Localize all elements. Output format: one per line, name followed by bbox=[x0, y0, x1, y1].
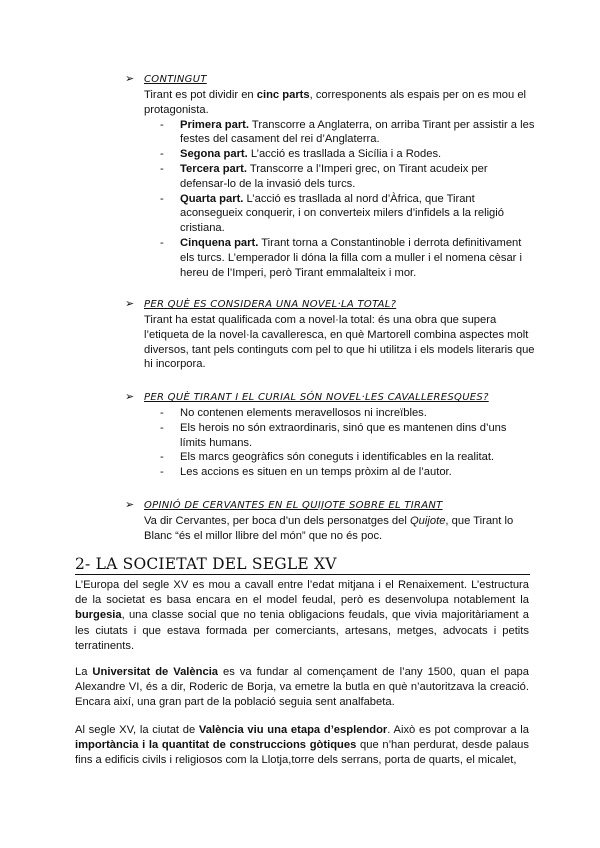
text-run: Tirant es pot dividir en bbox=[144, 89, 257, 101]
item-text: L’acció es trasllada al nord d’Àfrica, que Tirant aconsegueix conquerir, i on converteix milers d’infidels a la religió cristiana. bbox=[180, 192, 504, 235]
list-item: - Cinquena part. Tirant torna a Constantinoble i derrota definitivament els turcs. L’emperador li dóna la filla com a muller i el nomena cèsar i hereu de l’Imperi, però Tirant emmalalteix i mor. bbox=[160, 236, 522, 279]
paragraph-universitat bbox=[75, 665, 529, 711]
item-text: Tirant torna a Constantinoble i derrota definitivament els turcs. L’emperador li dóna la filla com a muller i el nomena cèsar i hereu de l’Imperi, però Tirant emmalalteix i mor. bbox=[180, 236, 522, 279]
list-item: - No contenen elements meravellosos ni increïbles. bbox=[160, 407, 427, 419]
text-run: L’Europa del segle XV es mou a cavall entre l’edat mitjana i el Renaixement. L’estructura de la societat es basa encara en el model feudal, però es desenvolupa notablement la bbox=[75, 579, 529, 607]
item-lead: Primera part. bbox=[180, 118, 250, 131]
bold-text: Universitat de València bbox=[92, 666, 219, 678]
list-item: - Quarta part. L’acció es trasllada al nord d’Àfrica, que Tirant aconsegueix conquerir, i on converteix milers d’infidels a la religió cristiana. bbox=[160, 192, 504, 235]
text-run: Al segle XV, la ciutat de bbox=[75, 724, 199, 736]
section-header bbox=[125, 498, 535, 514]
list-item: - Tercera part. Transcorre a l’Imperi grec, on Tirant acudeix per defensar-lo de la invasió dels turcs. bbox=[160, 162, 488, 190]
text-run: La bbox=[75, 666, 93, 678]
item-lead: Tercera part. bbox=[180, 162, 247, 175]
section-body bbox=[125, 406, 535, 480]
bold-text: cinc parts bbox=[256, 89, 310, 101]
paragraph-burgesia bbox=[75, 578, 529, 654]
section-body bbox=[125, 88, 535, 280]
section-header bbox=[125, 390, 535, 406]
item-lead: Segona part. bbox=[180, 148, 248, 161]
text-run: , una classe social que no tenia obligacions feudals, que vivia majoritàriament a les ciutats i que estava formada per comerciants, artesans, metges, advocats i petits terratinents. bbox=[75, 609, 529, 652]
section-title: CONTINGUT bbox=[144, 74, 207, 85]
item-lead: Cinquena part. bbox=[180, 236, 259, 249]
item-text: Transcorre a l’Imperi grec, on Tirant acudeix per defensar-lo de la invasió dels turcs. bbox=[180, 162, 488, 190]
section-opinio-cervantes bbox=[125, 498, 535, 544]
arrowhead-icon: ➢ bbox=[125, 391, 135, 403]
section-novelles-cavalleresques bbox=[125, 390, 535, 480]
text-run: es va fundar al començament de l’any 1500, quan el papa Alexandre VI, és a dir, Roderic de Borja, va emetre la butla en què n’autoritzava la creació. Encara així, una gran part de la població seguia sent analfabeta. bbox=[75, 666, 529, 709]
section-header bbox=[125, 72, 535, 88]
text-run: , corresponents als espais per on es mou el protagonista. bbox=[144, 89, 527, 116]
section-novella-total bbox=[125, 297, 535, 372]
item-text: Les accions es situen en un temps pròxim al de l’autor. bbox=[180, 466, 452, 479]
section-header bbox=[125, 297, 535, 313]
item-text: Els marcs geogràfics són coneguts i identificables en la realitat. bbox=[180, 451, 495, 464]
body-paragraph bbox=[144, 514, 535, 544]
section-heading: 2- LA SOCIETAT DEL SEGLE XV bbox=[75, 554, 530, 575]
section-title: PER QUÈ ES CONSIDERA UNA NOVEL·LA TOTAL? bbox=[144, 299, 397, 310]
text-run: Va dir Cervantes, per boca d’un dels personatges del bbox=[144, 515, 410, 527]
section-title: PER QUÈ TIRANT I EL CURIAL SÓN NOVEL·LES CAVALLERESQUES? bbox=[144, 392, 489, 403]
section-contingut bbox=[125, 72, 535, 280]
list-item: - Els marcs geogràfics són coneguts i identificables en la realitat. bbox=[160, 451, 495, 464]
list-item: - Primera part. Transcorre a Anglaterra, on arriba Tirant per assistir a les festes del casament del rei d’Anglaterra. bbox=[160, 118, 535, 146]
text-run: , que Tirant lo Blanc “és el millor llibre del món” que no és poc. bbox=[144, 515, 514, 542]
section-body bbox=[125, 514, 535, 544]
item-text: Transcorre a Anglaterra, on arriba Tirant per assistir a les festes del casament del rei d’Anglaterra. bbox=[180, 118, 535, 146]
italic-text: Quijote bbox=[409, 515, 446, 527]
list-item: - Els herois no són extraordinaris, sinó que es mantenen dins d’uns límits humans. bbox=[160, 421, 507, 449]
list-item: - Segona part. L’acció es trasllada a Sicília i a Rodes. bbox=[160, 148, 442, 161]
bold-text: burgesia bbox=[75, 609, 122, 622]
arrowhead-icon: ➢ bbox=[125, 499, 135, 511]
paragraph-valencia bbox=[75, 723, 529, 769]
intro-paragraph bbox=[144, 88, 535, 118]
body-paragraph: Tirant ha estat qualificada com a novel·la total: és una obra que supera l’etiqueta de la novel·la cavalleresca, en què Martorell combina aspectes molt diversos, tant pels continguts com pel to que hi utilitza i els models literaris que hi incorpora. bbox=[144, 314, 535, 371]
section-body bbox=[125, 313, 535, 372]
item-text: L’acció es trasllada a Sicília i a Rodes. bbox=[247, 148, 442, 161]
features-list bbox=[144, 406, 535, 480]
section-title: OPINIÓ DE CERVANTES EN EL QUIJOTE SOBRE EL TIRANT bbox=[144, 500, 443, 511]
parts-list bbox=[144, 118, 535, 281]
item-lead: Quarta part. bbox=[180, 192, 244, 205]
text-run: . Això es pot comprovar a la bbox=[387, 724, 530, 736]
arrowhead-icon: ➢ bbox=[125, 298, 135, 310]
bold-text: València viu una etapa d’esplendor bbox=[198, 724, 388, 736]
bold-text: importància i la quantitat de construccions gòtiques bbox=[75, 739, 357, 752]
list-item: - Les accions es situen en un temps pròxim al de l’autor. bbox=[160, 466, 452, 479]
item-text: No contenen elements meravellosos ni increïbles. bbox=[180, 407, 427, 419]
item-text: Els herois no són extraordinaris, sinó que es mantenen dins d’uns límits humans. bbox=[180, 421, 507, 449]
arrowhead-icon: ➢ bbox=[125, 73, 135, 85]
text-run: que n’han perdurat, desde palaus fins a edificis civils i religiosos com la Llotja,torre dels serrans, porta de quarts, el micalet, bbox=[75, 739, 529, 767]
